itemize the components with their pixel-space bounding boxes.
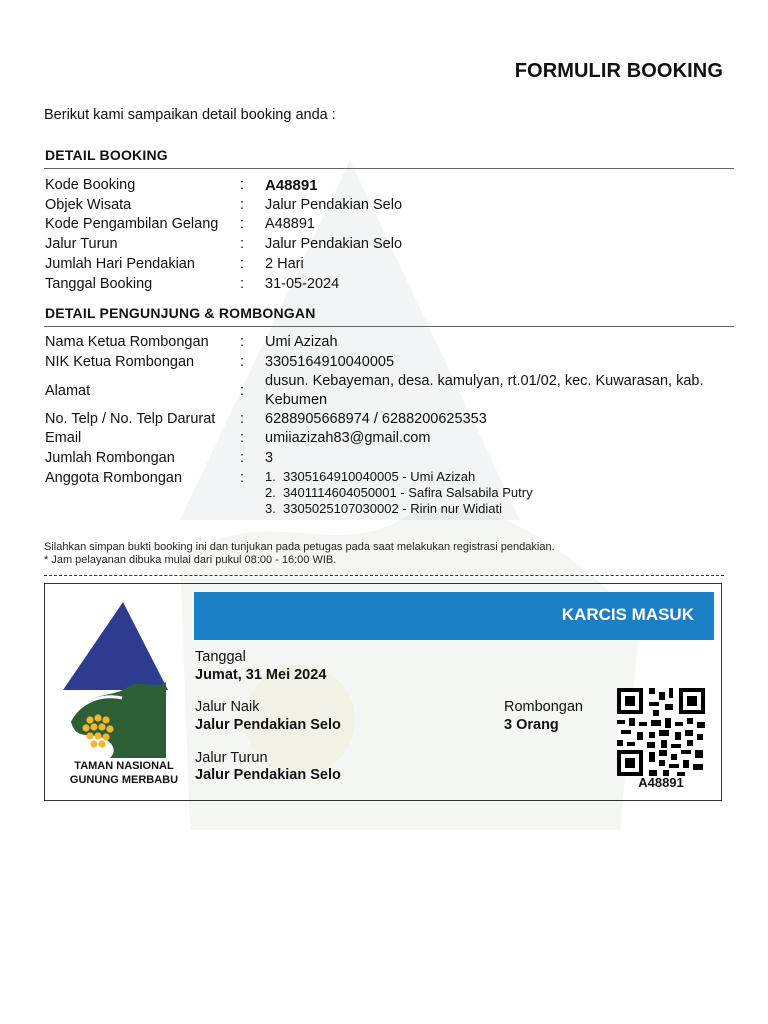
jalur-naik-value: Jalur Pendakian Selo: [195, 717, 341, 733]
colon: :: [240, 197, 245, 213]
label: Jalur Turun: [45, 236, 118, 252]
list-item: 1. 3305164910040005 - Umi Azizah: [265, 469, 476, 484]
detail-pengunjung-heading: DETAIL PENGUNJUNG & ROMBONGAN: [45, 305, 316, 321]
kode-booking-value: A48891: [265, 177, 318, 194]
value: 2 Hari: [265, 256, 304, 272]
colon: :: [240, 354, 245, 370]
jalur-turun-label: Jalur Turun: [195, 750, 268, 766]
qr-code-icon: [617, 688, 705, 776]
rombongan-label: Rombongan: [504, 699, 583, 715]
member-list: [265, 469, 533, 517]
cut-line: [44, 575, 724, 576]
colon: :: [240, 256, 245, 272]
list-item: 3. 3305025107030002 - Ririn nur Widiati: [265, 501, 502, 516]
note-line-1: Silahkan simpan bukti booking ini dan tunjukan pada petugas pada saat melakukan registrasi pendakian.: [44, 541, 555, 553]
rombongan-value: 3 Orang: [504, 717, 559, 733]
colon: :: [240, 334, 245, 350]
tanggal-value: Jumat, 31 Mei 2024: [195, 667, 327, 683]
label: Tanggal Booking: [45, 276, 153, 292]
colon: :: [240, 177, 245, 193]
colon: :: [240, 216, 245, 232]
banner-title: KARCIS MASUK: [561, 605, 694, 624]
colon: :: [240, 383, 245, 399]
label: Kode Booking: [45, 177, 136, 193]
label: Jumlah Hari Pendakian: [45, 256, 195, 272]
value: 3305164910040005: [265, 354, 395, 370]
label: No. Telp / No. Telp Darurat: [45, 411, 216, 427]
ticket-banner: [194, 592, 714, 640]
intro-text: Berikut kami sampaikan detail booking anda :: [44, 107, 336, 123]
qr-code-label: A48891: [638, 775, 684, 790]
value: A48891: [265, 216, 315, 232]
value: 6288905668974 / 6288200625353: [265, 411, 487, 427]
logo-text-line-2: GUNUNG MERBABU: [69, 774, 179, 786]
list-item: 2. 3401114604050001 - Safira Salsabila Putry: [265, 485, 533, 500]
colon: :: [240, 450, 245, 466]
label: Kode Pengambilan Gelang: [45, 216, 219, 232]
value: umiiazizah83@gmail.com: [265, 430, 431, 446]
label: NIK Ketua Rombongan: [45, 354, 195, 370]
divider: [44, 168, 734, 169]
label: Nama Ketua Rombongan: [45, 334, 209, 350]
value: 3: [265, 450, 274, 466]
label: Anggota Rombongan: [45, 470, 183, 486]
value: Umi Azizah: [265, 334, 338, 350]
value: dusun. Kebayeman, desa. kamulyan, rt.01/02, kec. Kuwarasan, kab. Kebumen: [265, 373, 704, 408]
label: Objek Wisata: [45, 197, 132, 213]
colon: :: [240, 236, 245, 252]
logo-text-line-1: TAMAN NASIONAL: [74, 760, 174, 772]
value: Jalur Pendakian Selo: [265, 197, 403, 213]
divider: [44, 326, 734, 327]
value: 31-05-2024: [265, 276, 340, 292]
colon: :: [240, 276, 245, 292]
jalur-turun-value: Jalur Pendakian Selo: [195, 767, 341, 783]
label: Alamat: [45, 383, 91, 399]
colon: :: [240, 430, 245, 446]
label: Jumlah Rombongan: [45, 450, 175, 466]
detail-booking-heading: DETAIL BOOKING: [45, 147, 168, 163]
jalur-naik-label: Jalur Naik: [195, 699, 260, 715]
tanggal-label: Tanggal: [195, 649, 246, 665]
page-title: FORMULIR BOOKING: [514, 60, 723, 82]
colon: :: [240, 470, 245, 486]
note-line-2: * Jam pelayanan dibuka mulai dari pukul 08:00 - 16:00 WIB.: [44, 554, 337, 566]
label: Email: [45, 430, 82, 446]
value: Jalur Pendakian Selo: [265, 236, 403, 252]
park-logo-icon: [58, 598, 188, 760]
colon: :: [240, 411, 245, 427]
